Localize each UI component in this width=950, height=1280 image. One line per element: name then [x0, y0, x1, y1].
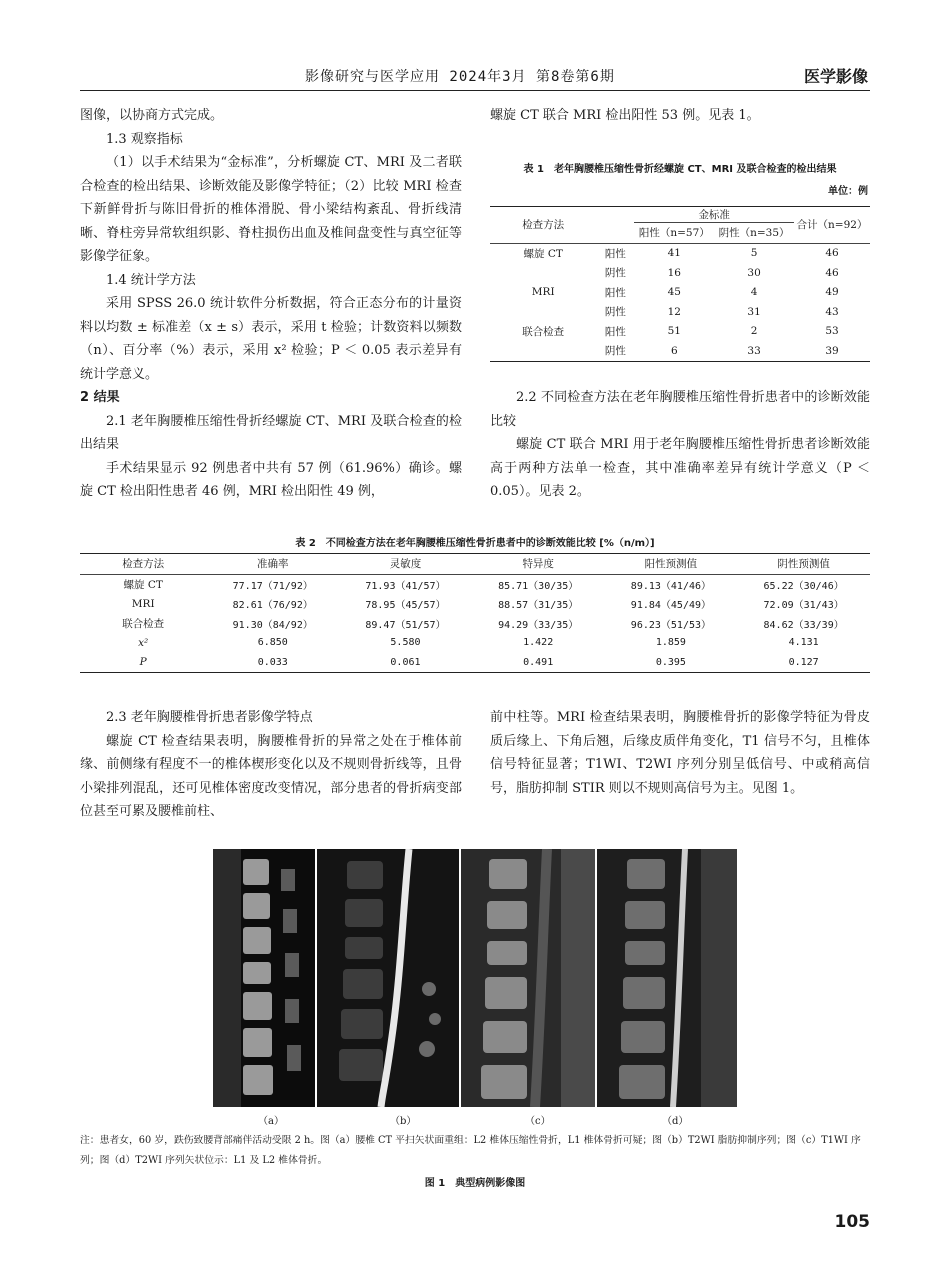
ct-spine-image	[213, 849, 315, 1107]
table1-header-method: 检查方法	[490, 207, 596, 244]
table1-unit: 单位：例	[828, 186, 868, 197]
figure-panel-c-t1wi	[461, 849, 595, 1107]
figure-label-d: （d）	[662, 1116, 689, 1127]
table-row: P 0.033 0.061 0.491 0.395 0.127	[139, 656, 819, 669]
paragraph: 采用 SPSS 26.0 统计软件分析数据，符合正态分布的计量资料以均数 ± 标准差（x ± s）表示，采用 t 检验；计数资料以频数（n）、百分率（%）表示，采用 x² 检验；P ＜ 0.05 表示差异有统计学意义。	[80, 296, 462, 382]
table2-caption: 表 2 不同检查方法在老年胸腰椎压缩性骨折患者中的诊断效能比较 [%（n/m）]	[295, 538, 655, 549]
table1-caption: 表 1 老年胸腰椎压缩性骨折经螺旋 CT、MRI 及联合检查的检出结果	[523, 164, 837, 175]
right-column-top	[490, 104, 870, 128]
figure-caption: 图 1 典型病例影像图	[424, 1178, 526, 1189]
table-row: 联合检查 阳性 51 2 53	[522, 325, 839, 338]
left-column	[80, 104, 462, 504]
table1-header-negative: 阴性（n=35）	[714, 223, 794, 244]
figure-panel-a-ct	[213, 849, 315, 1107]
figure-panel-d-t2wi	[597, 849, 737, 1107]
paragraph: 手术结果显示 92 例患者中共有 57 例（61.96%）确诊。螺旋 CT 检出阳性患者 46 例，MRI 检出阳性 49 例，	[80, 460, 462, 499]
section-2-3-left	[80, 706, 462, 824]
page-number: 105	[834, 1212, 870, 1232]
table-row: 阴性 16 30 46	[604, 266, 839, 280]
section-2-3-right	[490, 706, 870, 800]
paragraph: 图像，以协商方式完成。	[80, 108, 224, 123]
figure-note: 注：患者女，60 岁，跌伤致腰背部痛伴活动受限 2 h。图（a）腰椎 CT 平扫矢状面重组：L2 椎体压缩性骨折，L1 椎体骨折可疑；图（b）T2WI 脂肪抑制序列；图（c）T1WI 序列；图（d）T2WI 序列矢状位示：L1 及 L2 椎体骨折。	[80, 1135, 861, 1166]
paragraph: 螺旋 CT 联合 MRI 用于老年胸腰椎压缩性骨折患者诊断效能高于两种方法单一检查，其中准确率差异有统计学意义（P ＜ 0.05）。见表 2。	[490, 437, 870, 499]
figure-panel-b-t2wi-fs	[317, 849, 459, 1107]
table-row: 螺旋 CT 阳性 41 5 46	[523, 247, 839, 260]
section-name: 医学影像	[803, 67, 868, 86]
table1-header-positive: 阳性（n=57）	[634, 223, 714, 244]
paragraph: 螺旋 CT 检查结果表明，胸腰椎骨折的异常之处在于椎体前缘、前侧缘有程度不一的椎体楔形变化以及不规则骨折线等，且骨小梁排列混乱，还可见椎体密度改变情况，部分患者的骨折病变部位甚至可累及腰椎前柱、	[80, 733, 462, 819]
heading-1-4: 1.4 统计学方法	[106, 272, 196, 288]
table-row: 阴性 6 33 39	[604, 344, 839, 358]
heading-2-2: 2.2 不同检查方法在老年胸腰椎压缩性骨折患者中的诊断效能比较	[490, 390, 870, 429]
table-row: 联合检查 91.30（84/92） 89.47（51/57） 94.29（33/35） 96.23（51/53） 84.62（33/39）	[122, 617, 844, 631]
running-header	[80, 66, 870, 91]
table1-header-gold: 金标准	[634, 207, 794, 223]
heading-2: 2 结果	[80, 390, 120, 405]
table-row: 阴性 12 31 43	[604, 305, 839, 319]
table-row: 螺旋 CT 77.17（71/92） 71.93（41/57） 85.71（30/35） 89.13（41/46） 65.22（30/46）	[123, 578, 844, 592]
heading-2-3: 2.3 老年胸腰椎骨折患者影像学特点	[106, 710, 313, 725]
table-row: x² 6.850 5.580 1.422 1.859 4.131	[138, 636, 819, 649]
figure-label-c: （c）	[525, 1116, 551, 1127]
figure-label-b: （b）	[390, 1116, 417, 1127]
mri-t1-image	[461, 849, 595, 1107]
paragraph: （1）以手术结果为“金标准”，分析螺旋 CT、MRI 及二者联合检查的检出结果、诊断效能及影像学特征；（2）比较 MRI 检查下新鲜骨折与陈旧骨折的椎体滑脱、骨小梁结构紊乱、骨折线清晰、脊柱旁异常软组织影、脊柱损伤出血及椎间盘变性与真空征等影像学征象。	[80, 155, 462, 264]
table1	[490, 206, 870, 362]
paragraph: 前中柱等。MRI 检查结果表明，胸腰椎骨折的影像学特征为骨皮质后缘上、下角后翘，后缘皮质伴角变化，T1 信号不匀，且椎体信号特征显著；T1WI、T2WI 序列分别呈低信号、中或稍高信号，脂肪抑制 STIR 则以不规则高信号为主。见图 1。	[490, 710, 870, 796]
paragraph: 螺旋 CT 联合 MRI 检出阳性 53 例。见表 1。	[490, 108, 760, 123]
table-header-row: 检查方法 准确率 灵敏度 特异度 阳性预测值 阴性预测值	[80, 554, 870, 575]
heading-1-3: 1.3 观察指标	[106, 131, 183, 147]
table2	[80, 553, 870, 673]
figure-label-a: （a）	[258, 1116, 284, 1127]
table-row: MRI 阳性 45 4 49	[531, 286, 839, 299]
table1-header-total: 合计（n=92）	[794, 207, 870, 244]
right-column-section-2-2	[490, 386, 870, 504]
heading-2-1: 2.1 老年胸腰椎压缩性骨折经螺旋 CT、MRI 及联合检查的检出结果	[80, 413, 462, 452]
mri-t2-fatsat-image	[317, 849, 459, 1107]
journal-info: 影像研究与医学应用 2024年3月 第8卷第6期	[305, 69, 615, 85]
table-row: MRI 82.61（76/92） 78.95（45/57） 88.57（31/35） 91.84（45/49） 72.09（31/43）	[131, 597, 844, 612]
mri-t2-image	[597, 849, 737, 1107]
